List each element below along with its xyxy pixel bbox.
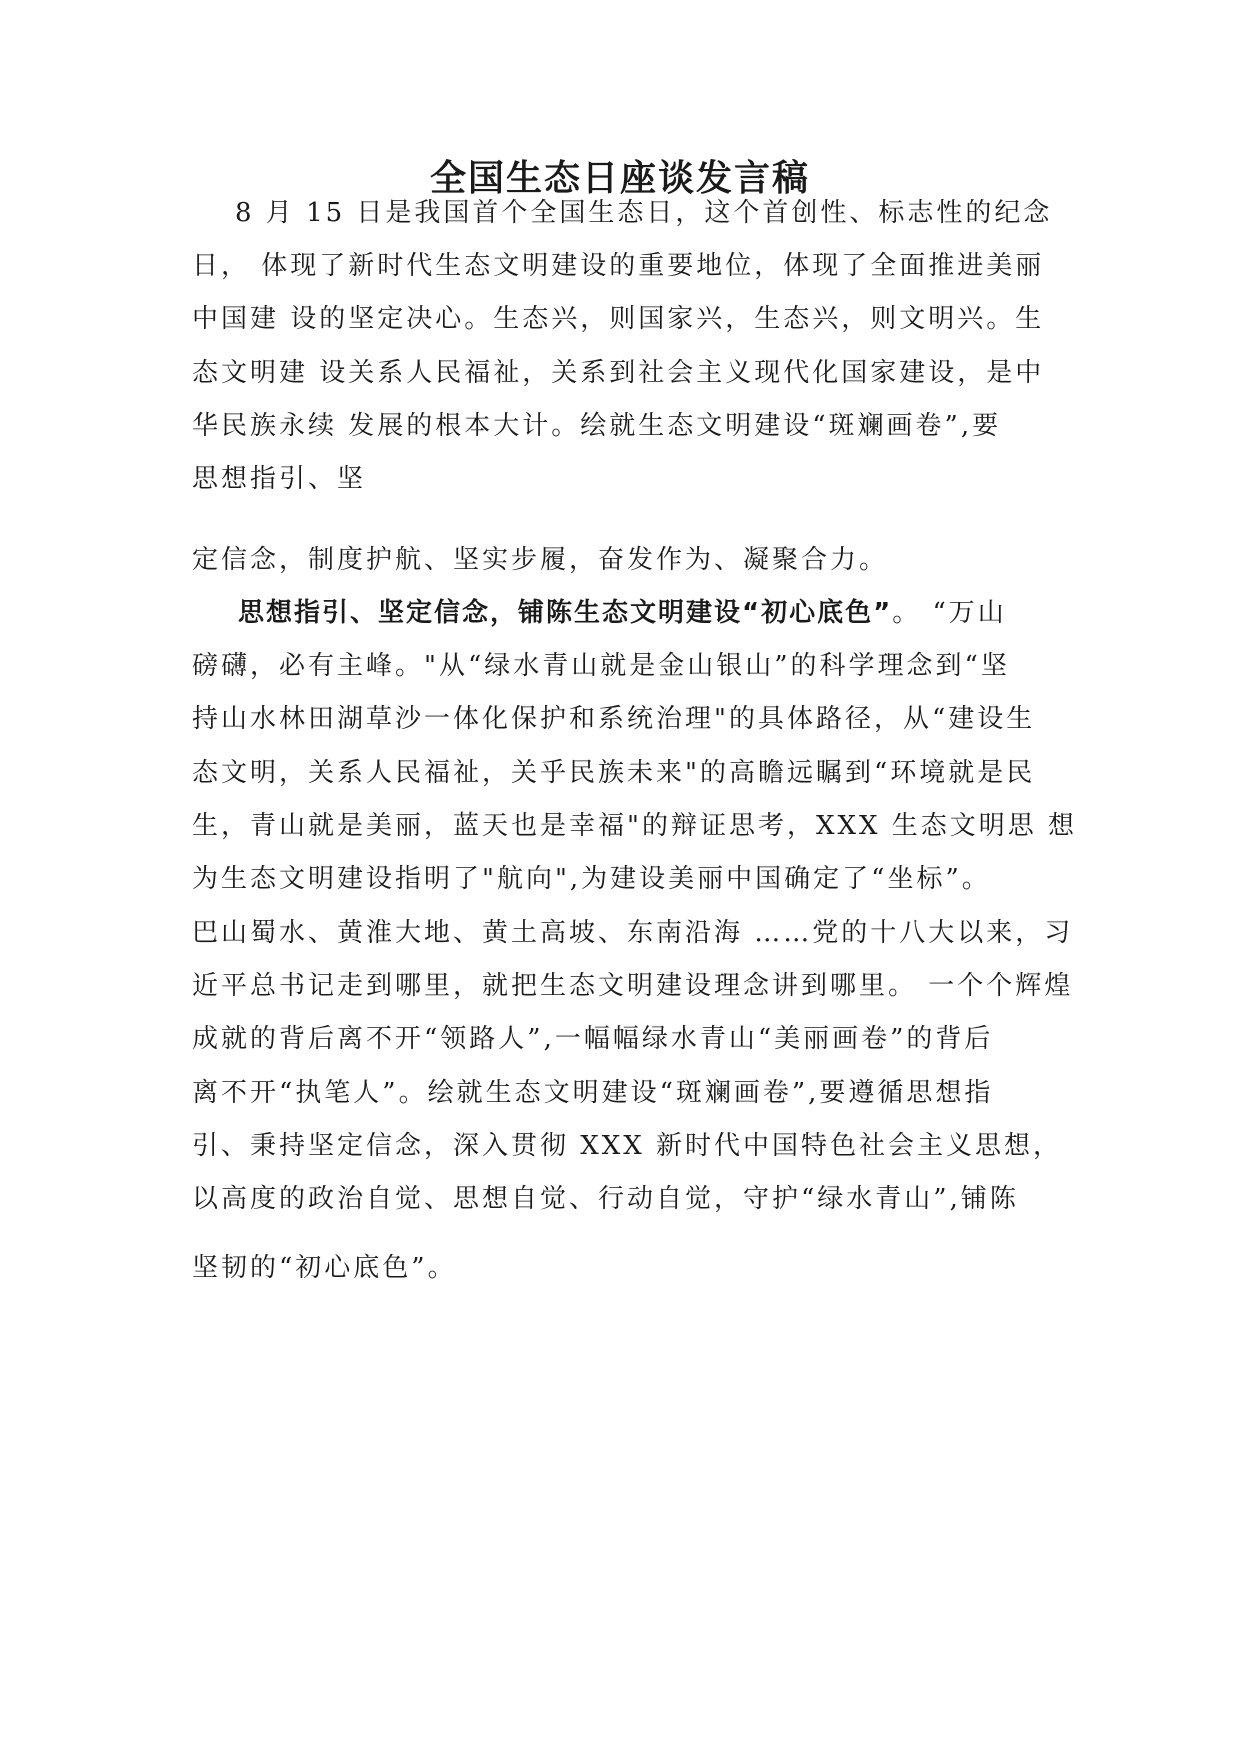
section-heading: 思想指引、坚定信念，铺陈生态文明建设“初心底色”: [238, 598, 893, 628]
paragraph-line: 磅礴，必有主峰。"从“绿水青山就是金山银山”的科学理念到“坚: [192, 651, 1010, 681]
paragraph-line: 坚韧的“初心底色”。: [192, 1253, 457, 1283]
paragraph-line: 巴山蜀水、黄淮大地、黄土高坡、东南沿海 ……党的十八大以来，习: [192, 918, 1074, 948]
paragraph-line: 日， 体现了新时代生态文明建设的重要地位，体现了全面推进美丽: [192, 251, 1045, 281]
paragraph-line: 持山水林田湖草沙一体化保护和系统治理"的具体路径，从“建设生: [192, 704, 1036, 734]
paragraph-line: 离不开“执笔人”。绘就生态文明建设“斑斓画卷”,要遵循思想指: [192, 1078, 994, 1108]
document-title: 全国生态日座谈发言稿: [429, 158, 810, 199]
paragraph-line: 引、秉持坚定信念，深入贯彻 XXX 新时代中国特色社会主义思想，: [192, 1131, 1063, 1161]
paragraph-line: 华民族永续 发展的根本大计。绘就生态文明建设“斑斓画卷”,要: [192, 411, 1002, 441]
paragraph-line: 生，青山就是美丽，蓝天也是幸福"的辩证思考，XXX 生态文明思 想: [192, 811, 1078, 841]
paragraph-line: 成就的背后离不开“领路人”,一幅幅绿水青山“美丽画卷”的背后: [192, 1024, 994, 1054]
paragraph-line: 态文明建 设关系人民福祉，关系到社会主义现代化国家建设，是中: [192, 358, 1045, 388]
paragraph-line: 为生态文明建设指明了"航向",为建设美丽中国确定了“坐标”。: [192, 864, 991, 894]
paragraph-line: 定信念，制度护航、坚实步履，奋发作为、凝聚合力。: [192, 545, 889, 575]
section-heading-tail: 。 “万山: [892, 598, 1007, 628]
paragraph-line: 8 月 15 日是我国首个全国生态日，这个首创性、标志性的纪念: [206, 198, 1053, 228]
paragraph-line: 以高度的政治自觉、思想自觉、行动自觉，守护“绿水青山”,铺陈: [192, 1184, 1019, 1214]
paragraph-line: 近平总书记走到哪里，就把生态文明建设理念讲到哪里。 一个个辉煌: [192, 971, 1074, 1001]
paragraph-line: 中国建 设的坚定决心。生态兴，则国家兴，生态兴，则文明兴。生: [192, 304, 1045, 334]
paragraph-line: 态文明，关系人民福祉，关乎民族未来"的高瞻远瞩到“环境就是民: [192, 758, 1036, 788]
section-heading-line: [238, 595, 1007, 631]
paragraph-line: 思想指引、坚: [192, 464, 367, 494]
